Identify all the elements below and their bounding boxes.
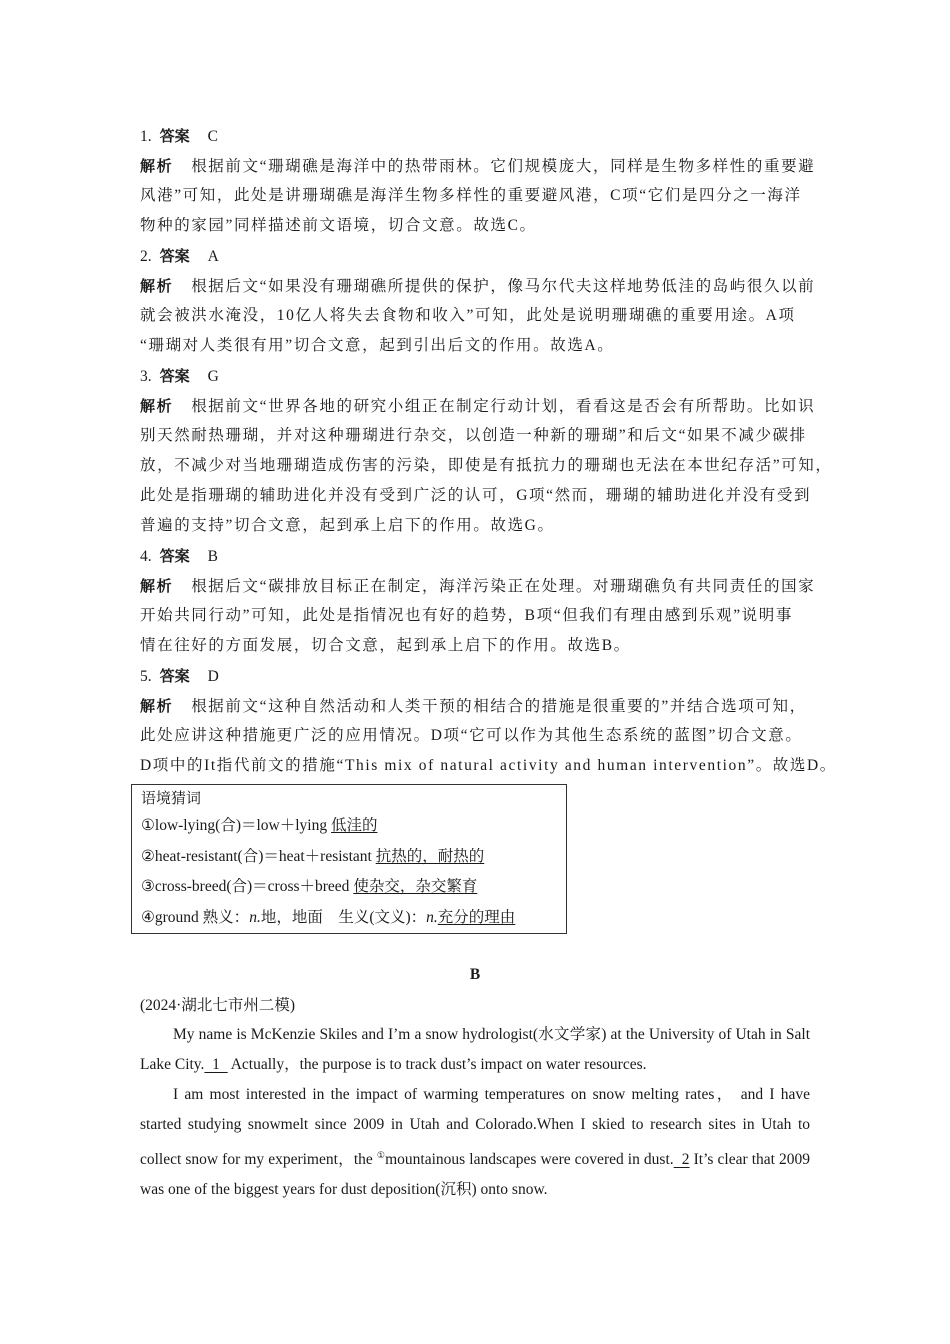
vocab-item-1 <box>141 811 566 842</box>
analysis-text: 风港”可知，此处是讲珊瑚礁是海洋生物多样性的重要避风港，C项“它们是四分之一海洋 <box>140 187 802 204</box>
answer-heading <box>140 361 820 391</box>
vocab-term: ④ground 熟义： <box>141 908 250 926</box>
vocab-meaning: 充分的理由 <box>437 908 516 926</box>
analysis-line <box>140 451 833 481</box>
analysis-line <box>140 511 820 541</box>
analysis-line <box>140 391 820 421</box>
analysis-text: “珊瑚对人类很有用”切合文意，起到引出后文的作用。故选A。 <box>140 337 615 354</box>
analysis-label: 解析 <box>140 397 174 415</box>
vocab-term: 地，地面 生义(文义)： <box>260 908 427 926</box>
analysis-text: 就会被洪水淹没，10亿人将失去食物和收入”可知，此处是说明珊瑚礁的重要用途。A项 <box>140 307 796 324</box>
answer-heading <box>140 661 820 691</box>
analysis-line <box>140 571 820 601</box>
vocab-item-3 <box>141 872 566 903</box>
vocab-box <box>131 784 567 934</box>
answer-label: 答案 <box>159 367 190 385</box>
analysis-text: 此处应讲这种措施更广泛的应用情况。D项“它可以作为其他生态系统的蓝图”切合文意。 <box>140 727 803 744</box>
vocab-title: 语境猜词 <box>141 789 202 807</box>
blank-1: 1 <box>204 1056 228 1073</box>
analysis-text: 根据前文“世界各地的研究小组正在制定行动计划，看看这是否会有所帮助。比如识 <box>191 398 816 415</box>
answer-letter: C <box>207 128 218 145</box>
vocab-term: ②heat-resistant(合)＝heat＋resistant <box>141 847 376 865</box>
vocab-meaning: 低洼的 <box>330 817 378 834</box>
analysis-text: 放，不减少对当地珊瑚造成伤害的污染，即使是有抵抗力的珊瑚也无法在本世纪存活”可知， <box>140 457 833 474</box>
analysis-label: 解析 <box>140 157 174 175</box>
answer-label: 答案 <box>159 247 190 265</box>
analysis-line <box>140 211 820 241</box>
part-of-speech: n. <box>249 908 261 926</box>
question-number: 5. <box>140 668 152 685</box>
paragraph-1 <box>140 1020 810 1080</box>
analysis-text: 别天然耐热珊瑚，并对这种珊瑚进行杂交，以创造一种新的珊瑚”和后文“如果不减少碳排 <box>140 427 807 444</box>
analysis-label: 解析 <box>140 277 174 295</box>
answer-letter: D <box>207 668 219 685</box>
answer-letter: G <box>207 368 219 385</box>
analysis-text: 情在往好的方面发展，切合文意，起到承上启下的作用。故选B。 <box>140 637 631 654</box>
vocab-item-2 <box>141 842 566 873</box>
answers-section <box>140 121 837 781</box>
analysis-line <box>140 151 820 181</box>
vocab-term: ①low-lying(合)＝low＋lying <box>141 817 331 834</box>
answer-label: 答案 <box>159 127 190 145</box>
question-number: 4. <box>140 548 152 565</box>
analysis-text: 根据前文“这种自然活动和人类干预的相结合的措施是很重要的”并结合选项可知， <box>191 698 807 715</box>
analysis-line <box>140 601 820 631</box>
analysis-text: 根据前文“珊瑚礁是海洋中的热带雨林。它们规模庞大，同样是生物多样性的重要避 <box>191 158 816 175</box>
analysis-line <box>140 481 820 511</box>
analysis-text: D项中的It指代前文的措施“This mix of natural activity and human intervention”。故选D。 <box>140 757 837 774</box>
analysis-line <box>140 691 820 721</box>
analysis-line <box>140 301 820 331</box>
analysis-text: 此处是指珊瑚的辅助进化并没有受到广泛的认可，G项“然而，珊瑚的辅助进化并没有受到 <box>140 487 812 504</box>
answer-label: 答案 <box>159 667 190 685</box>
analysis-text: 开始共同行动”可知，此处是指情况也有好的趋势，B项“但我们有理由感到乐观”说明事 <box>140 607 793 624</box>
paragraph-text: I am most interested in the impact of warming temperatures on snow melting rates， and I have started studying snowmelt since 2009 in Utah and Colorado.When I skied to research sites in Utah to collect snow for my experiment，the <box>140 1086 810 1168</box>
paragraph-text: My name is McKenzie Skiles and I’m a snow hydrologist(水文学家) at the University of Utah in Salt Lake City. <box>140 1026 810 1073</box>
analysis-text: 物种的家园”同样描述前文语境，切合文意。故选C。 <box>140 217 537 234</box>
paragraph-2 <box>140 1080 810 1205</box>
vocab-meaning: 使杂交，杂交繁育 <box>353 878 478 895</box>
vocab-meaning: 抗热的，耐热的 <box>375 847 485 865</box>
answer-heading <box>140 241 820 271</box>
answer-heading <box>140 121 820 151</box>
answer-heading <box>140 541 820 571</box>
answer-label: 答案 <box>159 547 190 565</box>
analysis-label: 解析 <box>140 697 174 715</box>
analysis-label: 解析 <box>140 577 174 595</box>
analysis-line <box>140 631 820 661</box>
blank-2: 2 <box>673 1151 690 1168</box>
passage <box>140 992 810 1205</box>
analysis-text: 根据后文“如果没有珊瑚礁所提供的保护，像马尔代夫这样地势低洼的岛屿很久以前 <box>191 278 816 295</box>
vocab-term: ③cross-breed(合)＝cross＋breed <box>141 878 354 895</box>
paragraph-text: mountainous landscapes were covered in dust. <box>385 1151 674 1168</box>
answer-letter: A <box>207 248 219 265</box>
question-number: 3. <box>140 368 152 385</box>
analysis-line <box>140 721 820 751</box>
source-line: (2024·湖北七市州二模) <box>140 997 295 1014</box>
analysis-text: 普遍的支持”切合文意，起到承上启下的作用。故选G。 <box>140 517 555 534</box>
analysis-line <box>140 181 820 211</box>
analysis-line <box>140 331 820 361</box>
analysis-line <box>140 751 837 781</box>
part-of-speech: n. <box>426 908 438 926</box>
answer-letter: B <box>207 548 218 565</box>
paragraph-text: Actually，the purpose is to track dust’s impact on water resources. <box>227 1056 647 1073</box>
annotation-mark: ① <box>376 1150 386 1160</box>
paragraph-text: It’s clear that 2009 was one of the biggest years for dust deposition(沉积) onto snow. <box>140 1151 811 1198</box>
vocab-item-4 <box>141 903 566 934</box>
question-number: 1. <box>140 128 152 145</box>
analysis-line <box>140 271 820 301</box>
analysis-text: 根据后文“碳排放目标正在制定，海洋污染正在处理。对珊瑚礁负有共同责任的国家 <box>191 578 816 595</box>
section-heading: B <box>469 966 481 983</box>
analysis-line <box>140 421 820 451</box>
question-number: 2. <box>140 248 152 265</box>
